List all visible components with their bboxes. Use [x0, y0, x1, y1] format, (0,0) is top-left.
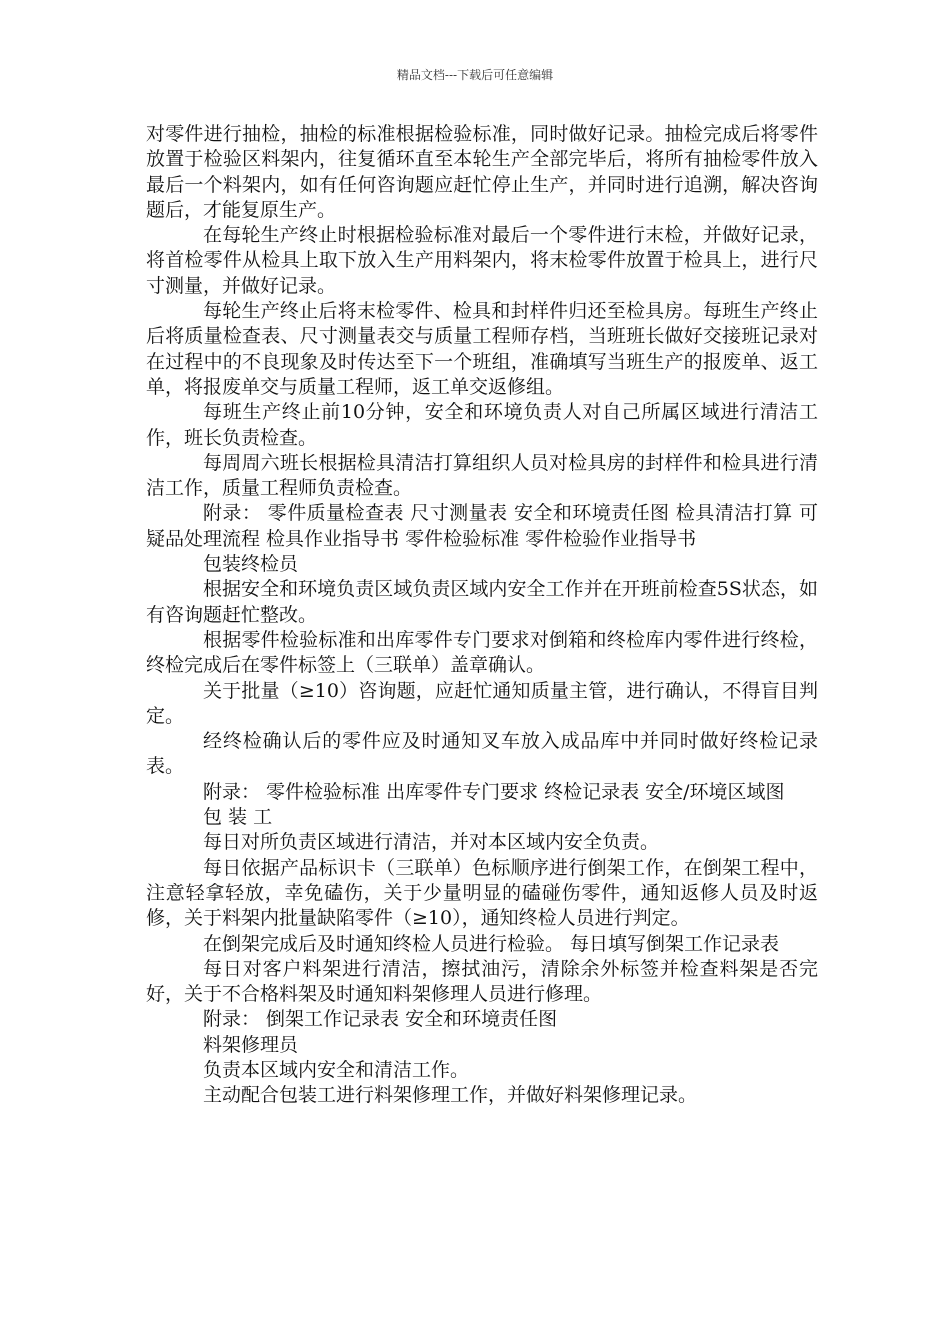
document-body: [146, 122, 818, 1109]
appendix-paragraph: 附录： 零件检验标准 出库零件专门要求 终检记录表 安全/环境区域图: [203, 780, 785, 803]
appendix-paragraph: 附录： 零件质量检查表 尺寸测量表 安全和环境责任图 检具清洁打算 可疑品处理流程 检具作业指导书 零件检验标准 零件检验作业指导书: [146, 502, 818, 550]
paragraph: 每日对客户料架进行清洁，擦拭油污，清除余外标签并检查料架是否完好，关于不合格料架及时通知料架修理人员进行修理。: [146, 957, 818, 1006]
paragraph: 每轮生产终止后将末检零件、检具和封样件归还至检具房。每班生产终止后将质量检查表、尺寸测量表交与质量工程师存档，当班班长做好交接班记录对在过程中的不良现象及时传达至下一个班组，准确填写当班生产的报废单、返工单，将报废单交与质量工程师，返工单交返修组。: [146, 300, 818, 398]
page-header: 精品文档---下载后可任意编辑: [396, 68, 554, 82]
paragraph: 经终检确认后的零件应及时通知叉车放入成品库中并同时做好终检记录表。: [146, 730, 818, 778]
paragraph: 每班生产终止前10分钟，安全和环境负责人对自己所属区域进行清洁工作，班长负责检查。: [146, 401, 818, 449]
section-heading: 包装终检员: [203, 553, 299, 576]
paragraph: 在倒架完成后及时通知终检人员进行检验。 每日填写倒架工作记录表: [203, 932, 780, 955]
paragraph: 关于批量（≥10）咨询题，应赶忙通知质量主管，进行确认，不得盲目判定。: [146, 679, 818, 727]
paragraph: 每日对所负责区域进行清洁，并对本区域内安全负责。: [203, 831, 660, 854]
paragraph: 对零件进行抽检，抽检的标准根据检验标准，同时做好记录。抽检完成后将零件放置于检验区料架内，往复循环直至本轮生产全部完毕后，将所有抽检零件放入最后一个料架内，如有任何咨询题应赶忙停止生产，并同时进行追溯，解决咨询题后，才能复原生产。: [146, 123, 818, 221]
section-heading: 料架修理员: [203, 1033, 299, 1056]
paragraph: 每周周六班长根据检具清洁打算组织人员对检具房的封样件和检具进行清洁工作，质量工程师负责检查。: [146, 451, 818, 500]
paragraph: 每日依据产品标识卡（三联单）色标顺序进行倒架工作，在倒架工程中，注意轻拿轻放，幸免磕伤，关于少量明显的磕碰伤零件，通知返修人员及时返修，关于料架内批量缺陷零件（≥10），通知终检人员进行判定。: [146, 856, 818, 930]
section-heading: 包 装 工: [203, 806, 273, 829]
paragraph: 根据安全和环境负责区域负责区域内安全工作并在开班前检查5S状态，如有咨询题赶忙整改。: [146, 578, 818, 626]
paragraph: 主动配合包装工进行料架修理工作，并做好料架修理记录。: [203, 1084, 698, 1107]
paragraph: 在每轮生产终止时根据检验标准对最后一个零件进行末检，并做好记录，将首检零件从检具上取下放入生产用料架内，将末检零件放置于检具上，进行尺寸测量，并做好记录。: [146, 224, 818, 297]
paragraph: 负责本区域内安全和清洁工作。: [203, 1058, 470, 1081]
appendix-paragraph: 附录： 倒架工作记录表 安全和环境责任图: [203, 1008, 558, 1031]
paragraph: 根据零件检验标准和出库零件专门要求对倒箱和终检库内零件进行终检，终检完成后在零件标签上（三联单）盖章确认。: [146, 628, 818, 677]
